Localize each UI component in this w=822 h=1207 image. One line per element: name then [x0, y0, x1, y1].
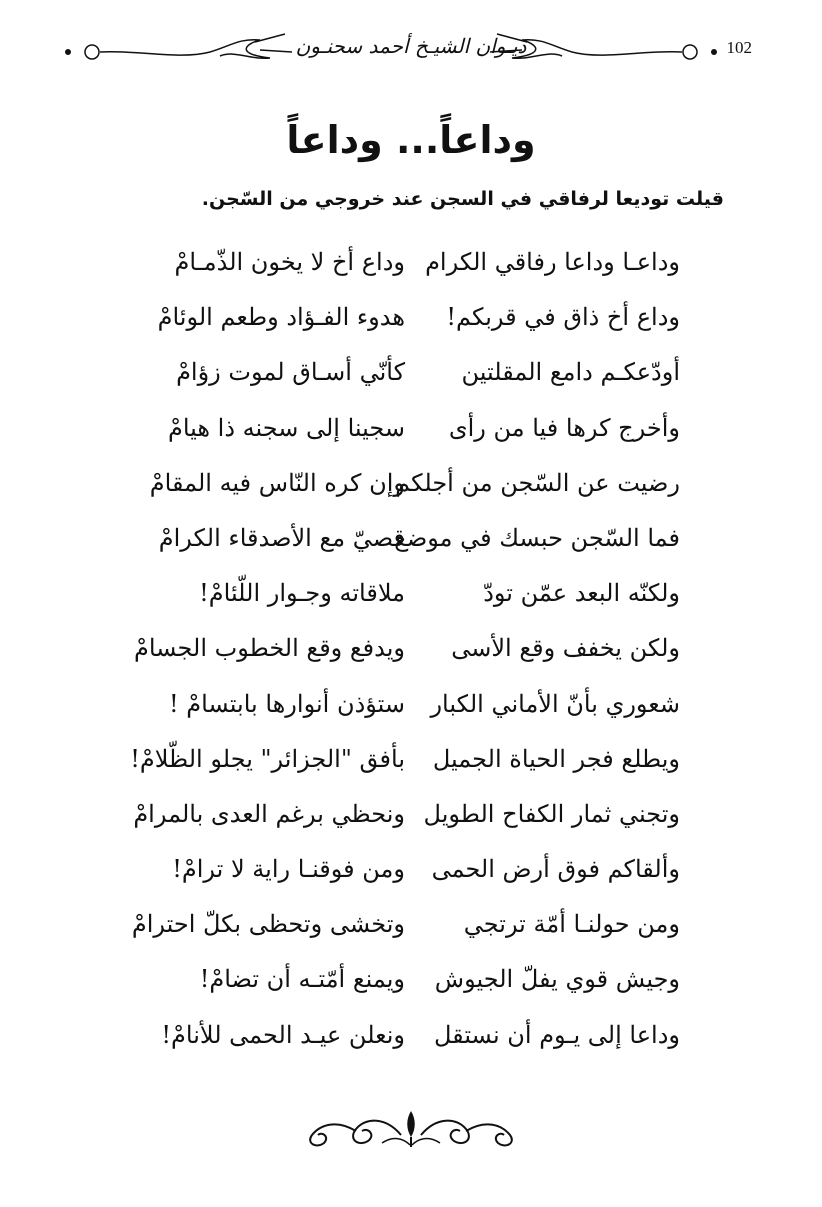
- verse: [140, 240, 680, 295]
- verse: [140, 571, 680, 626]
- verse-list: [130, 240, 680, 1068]
- verse-second-hemistich: ونعلن عيـد الحمى للأنامْ!: [161, 1020, 405, 1049]
- verse-first-hemistich: أودّعكـم دامع المقلتين: [461, 358, 680, 387]
- verse: [140, 461, 680, 516]
- verse-second-hemistich: قصيّ مع الأصدقاء الكرامْ: [158, 523, 405, 552]
- verse-second-hemistich: وإن كره النّاس فيه المقامْ: [149, 468, 405, 497]
- poem-subtitle: قيلت توديعا لرفاقي في السجن عند خروجي من السّجن.: [201, 188, 724, 210]
- verse-first-hemistich: ولكنّه البعد عمّن تودّ: [483, 579, 680, 608]
- verse: [133, 626, 680, 681]
- verse: [140, 406, 680, 461]
- verse-second-hemistich: ويمنع أمّتـه أن تضامْ!: [199, 965, 405, 994]
- verse-first-hemistich: ومن حولنـا أمّة ترتجي: [463, 910, 680, 939]
- verse-first-hemistich: رضيت عن السّجن من أجلكم: [395, 468, 680, 497]
- verse: [130, 737, 680, 792]
- verse-first-hemistich: فما السّجن حبسك في موضع: [394, 523, 680, 552]
- verse-first-hemistich: وداعا إلى يـوم أن نستقل: [434, 1020, 680, 1049]
- verse-first-hemistich: وداعـا وداعا رفاقي الكرام: [425, 248, 680, 276]
- verse-first-hemistich: وتجني ثمار الكفاح الطويل: [423, 799, 680, 828]
- verse-first-hemistich: وألقاكم فوق أرض الحمى: [431, 855, 680, 884]
- verse-second-hemistich: ملاقاته وجـوار اللّئامْ!: [199, 579, 405, 608]
- verse: [131, 902, 680, 957]
- verse-second-hemistich: ومن فوقنـا راية لا ترامْ!: [172, 855, 405, 884]
- verse-second-hemistich: ويدفع وقع الخطوب الجسامْ: [133, 634, 405, 663]
- verse-second-hemistich: وتخشى وتحظى بكلّ احترامْ: [131, 910, 405, 939]
- footer-ornament: [296, 1105, 526, 1151]
- verse-second-hemistich: بأفق "الجزائر" يجلو الظّلامْ!: [130, 744, 405, 773]
- verse-first-hemistich: وأخرج كرها فيا من رأى: [448, 413, 680, 442]
- page-number: 102: [726, 38, 752, 57]
- verse: [140, 847, 680, 902]
- verse: [140, 350, 680, 405]
- verse-second-hemistich: سجينا إلى سجنه ذا هيامْ: [167, 413, 405, 442]
- verse: [140, 1013, 680, 1068]
- verse: [140, 295, 680, 350]
- verse-first-hemistich: وداع أخ ذاق في قربكم!: [446, 303, 680, 332]
- verse: [140, 957, 680, 1012]
- verse-second-hemistich: ونحظي برغم العدى بالمرامْ: [133, 799, 405, 828]
- poem-title: وداعاً... وداعاً: [286, 118, 536, 162]
- verse-first-hemistich: وجيش قوي يفلّ الجيوش: [434, 965, 680, 994]
- verse: [140, 682, 680, 737]
- running-title: ديـوان الشيـخ أحمد سحنـون: [295, 34, 527, 58]
- verse-second-hemistich: هدوء الفـؤاد وطعم الوئامْ: [157, 303, 405, 332]
- verse-second-hemistich: ستؤذن أنوارها بابتسامْ !: [168, 689, 405, 718]
- header-right-ornament: [482, 30, 722, 70]
- verse-first-hemistich: ويطلع فجر الحياة الجميل: [432, 744, 680, 773]
- verse: [133, 792, 680, 847]
- verse-second-hemistich: وداع أخ لا يخون الذّمـامْ: [174, 248, 405, 276]
- verse-first-hemistich: شعوري بأنّ الأماني الكبار: [430, 689, 680, 718]
- verse-first-hemistich: ولكن يخفف وقع الأسى: [451, 634, 680, 663]
- verse-second-hemistich: كأنّي أسـاق لموت زؤامْ: [176, 358, 405, 387]
- verse: [140, 516, 680, 571]
